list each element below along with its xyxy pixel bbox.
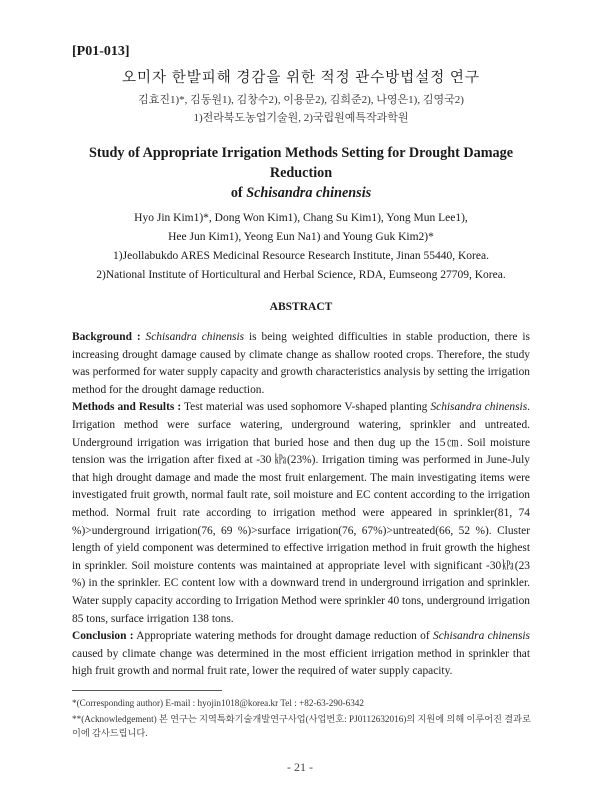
korean-authors: 김효진1)*, 김동원1), 김창수2), 이용문2), 김희준2), 나영은1), 김영국2) — [138, 94, 464, 106]
english-title-of: of — [230, 185, 243, 201]
english-authors-line-1: Hyo Jin Kim1)*, Dong Won Kim1), Chang Su Kim1), Yong Mun Lee1), — [134, 212, 468, 224]
page-number: - 21 - — [287, 760, 313, 774]
english-affiliation-2: 2)National Institute of Horticultural and Herbal Science, RDA, Eumseong 27709, Korea. — [96, 269, 506, 281]
footnote-corresponding-author: *(Corresponding author) E-mail : hyojin1018@korea.kr Tel : +82-63-290-6342 — [72, 698, 364, 708]
conclusion-paragraph — [72, 628, 530, 681]
conclusion-species: Schisandra chinensis — [433, 630, 530, 643]
methods-text-2: . Irrigation method were surface watering, underground watering, sprinkler and untreated. Underground irrigation was irrigation that buried hose and then dug up the 15㎝. Soil moisture tension was the irrigation after fixed at -30 ㎪(23%). Irrigation timing was performed in June-July that high drought damage and made the most fruit enlargement. The main investigating items were investigated fruit growth, normal fault rate, soil moisture and EC content according to the irrigation method. Normal fruit rate according to irrigation method were appeared in sprinkler(81, 74 %)>underground irrigation(76, 69 %)>surface irrigation(76, 67%)>untreated(66, 52 %). Cluster length of yield component was determined to effective irrigation method in fruit growth the highest in sprinkler. Soil moisture contents was maintained at appropriate level with significant -30㎪(23 %) in the sprinkler. EC content low with a downward trend in underground irrigation and sprinkler. Water supply capacity according to Irrigation Method were sprinkler 40 tons, underground irrigation 85 tons, surface irrigation 138 tons. — [72, 401, 530, 625]
methods-text-1: Test material was used sophomore V-shaped planting — [184, 401, 428, 414]
background-paragraph — [72, 329, 530, 399]
methods-label: Methods and Results : — [72, 401, 182, 414]
korean-affiliations: 1)전라북도농업기술원, 2)국립원예특작과학원 — [193, 112, 409, 124]
english-title-line-2 — [72, 183, 530, 203]
conclusion-text-1: Appropriate watering methods for drought damage reduction of — [136, 630, 430, 643]
paper-page — [72, 44, 530, 681]
footnote-acknowledgement: **(Acknowledgement) 본 연구는 지역특화기술개발연구사업(사업번호: PJ0112632016)의 지원에 의해 이루어진 결과로 이에 감사드립니다. — [72, 714, 531, 738]
english-title-species: Schisandra chinensis — [246, 185, 372, 201]
english-authors — [72, 209, 530, 247]
english-title — [72, 143, 530, 203]
methods-paragraph — [72, 399, 530, 628]
abstract-heading: ABSTRACT — [269, 301, 333, 313]
background-text: is being weighted difficulties in stable production, there is increasing drought damage caused by climate change as shallow rooted crops. Therefore, the study was performed for water supply capacity and growth characteristics analysis by setting the irrigation method for the drought damage reduction. — [72, 331, 530, 396]
conclusion-label: Conclusion : — [72, 630, 134, 643]
background-label: Background : — [72, 331, 141, 343]
abstract-body — [72, 329, 530, 681]
methods-species: Schisandra chinensis — [430, 401, 528, 414]
poster-code: [P01-013] — [72, 44, 130, 59]
english-title-line-1: Study of Appropriate Irrigation Methods Setting for Drought Damage Reduction — [88, 145, 514, 181]
background-species: Schisandra chinensis — [145, 331, 245, 343]
korean-title: 오미자 한발피해 경감을 위한 적정 관수방법설정 연구 — [122, 70, 480, 86]
english-affiliation-1: 1)Jeollabukdo ARES Medicinal Resource Research Institute, Jinan 55440, Korea. — [113, 250, 489, 262]
english-authors-line-2: Hee Jun Kim1), Yeong Eun Na1) and Young Guk Kim2)* — [168, 231, 434, 243]
conclusion-text-2: caused by climate change was determined in the most efficient irrigation method in sprinkler that high fruit growth and normal fruit rate, lower the required of water supply capacity. — [72, 647, 530, 678]
footnote-divider — [72, 690, 222, 691]
